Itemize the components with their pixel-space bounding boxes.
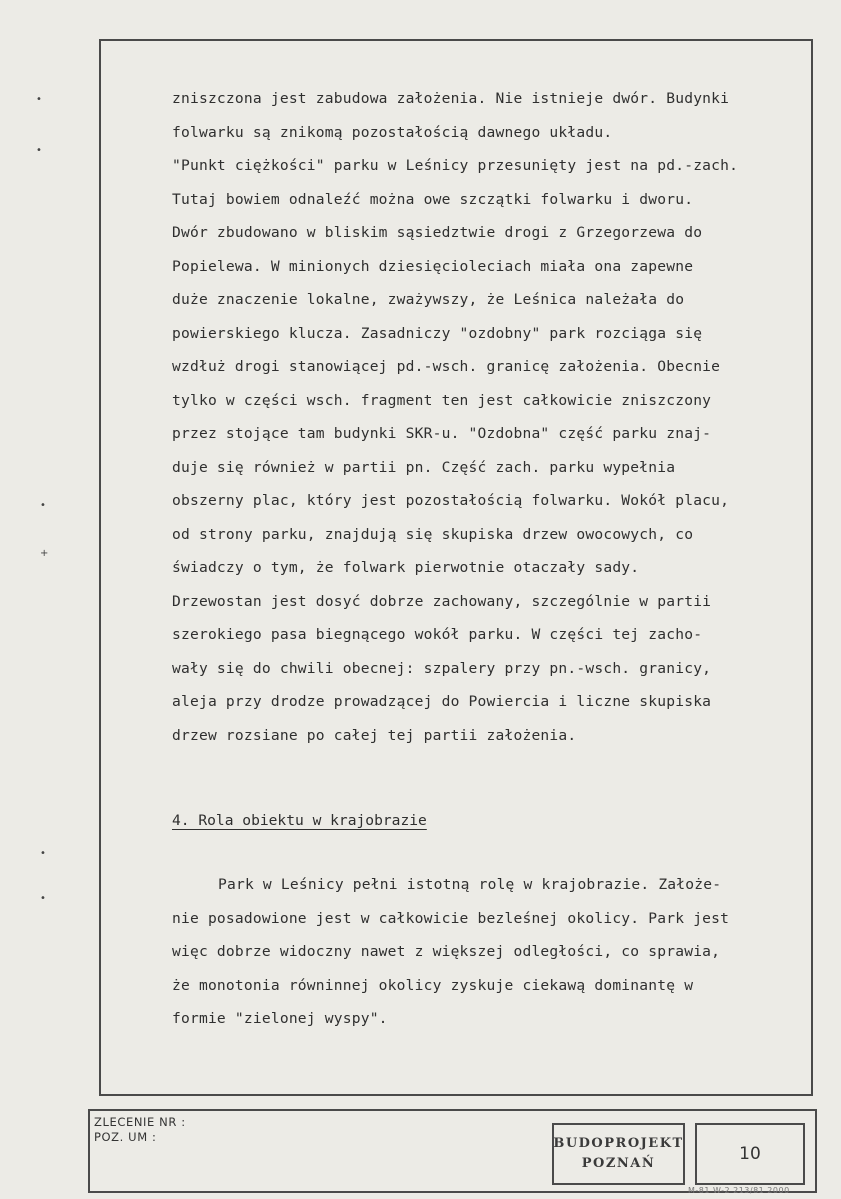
text-line: Tutaj bowiem odnaleźć można owe szczątki folwarku i dworu.	[172, 190, 694, 208]
margin-mark: •	[36, 145, 42, 156]
text-line: wzdłuż drogi stanowiącej pd.-wsch. granicę założenia. Obecnie	[172, 358, 721, 375]
text-line: duże znaczenie lokalne, zważywszy, że Leśnica należała do	[172, 291, 685, 308]
body-text	[172, 82, 832, 752]
text-line: szerokiego pasa biegnącego wokół parku. W części tej zacho-	[172, 626, 703, 643]
stamp-company-name: BUDOPROJEKT	[553, 1136, 684, 1151]
text-line: folwarku są znikomą pozostałością dawnego układu.	[172, 123, 613, 141]
section-heading: 4. Rola obiektu w krajobrazie	[172, 812, 427, 829]
text-line: obszerny plac, który jest pozostałością folwarku. Wokół placu,	[172, 492, 730, 509]
text-line: drzew rozsiane po całej tej partii założenia.	[172, 726, 577, 744]
text-line: Park w Leśnicy pełni istotną rolę w krajobrazie. Założe-	[218, 876, 722, 893]
text-line: Drzewostan jest dosyć dobrze zachowany, szczególnie w partii	[172, 592, 712, 610]
text-line: od strony parku, znajdują się skupiska drzew owocowych, co	[172, 525, 694, 543]
title-block	[88, 1109, 817, 1193]
text-line: tylko w części wsch. fragment ten jest całkowicie zniszczony	[172, 391, 712, 409]
text-line: nie posadowione jest w całkowicie bezleśnej okolicy. Park jest	[172, 909, 730, 927]
margin-mark: •	[40, 893, 46, 904]
text-line: Dwór zbudowano w bliskim sąsiedztwie drogi z Grzegorzewa do	[172, 224, 703, 241]
page-number-box	[695, 1123, 805, 1185]
text-line: że monotonia równinnej okolicy zyskuje ciekawą dominantę w	[172, 976, 694, 994]
position-label: POZ. UM :	[94, 1130, 157, 1144]
text-line: zniszczona jest zabudowa założenia. Nie istnieje dwór. Budynki	[172, 90, 730, 107]
text-line: Popielewa. W minionych dziesięcioleciach miała ona zapewne	[172, 257, 694, 275]
margin-mark: •	[40, 848, 46, 859]
text-line: wały się do chwili obecnej: szpalery przy pn.-wsch. granicy,	[172, 659, 712, 677]
text-line: powierskiego klucza. Zasadniczy "ozdobny" park rozciąga się	[172, 324, 703, 342]
margin-mark: +	[40, 548, 49, 559]
order-number-label: ZLECENIE NR :	[94, 1115, 186, 1129]
text-line: aleja przy drodze prowadzącej do Powiercia i liczne skupiska	[172, 693, 712, 710]
landscape-paragraph	[172, 868, 832, 1036]
text-line: formie "zielonej wyspy".	[172, 1010, 388, 1027]
text-line: "Punkt ciężkości" parku w Leśnicy przesunięty jest na pd.-zach.	[172, 157, 739, 174]
print-code: M-81 W-2 213/81 2000	[688, 1186, 790, 1195]
margin-mark: •	[36, 94, 42, 105]
text-line: świadczy o tym, że folwark pierwotnie otaczały sady.	[172, 559, 640, 576]
text-line: duje się również w partii pn. Część zach. parku wypełnia	[172, 458, 676, 476]
text-line: więc dobrze widoczny nawet z większej odległości, co sprawia,	[172, 943, 721, 960]
company-stamp	[552, 1123, 685, 1185]
margin-mark: •	[40, 500, 46, 511]
text-line: przez stojące tam budynki SKR-u. "Ozdobna" część parku znaj-	[172, 425, 712, 442]
page-number: 10	[739, 1144, 761, 1164]
stamp-city: POZNAŃ	[581, 1156, 656, 1171]
